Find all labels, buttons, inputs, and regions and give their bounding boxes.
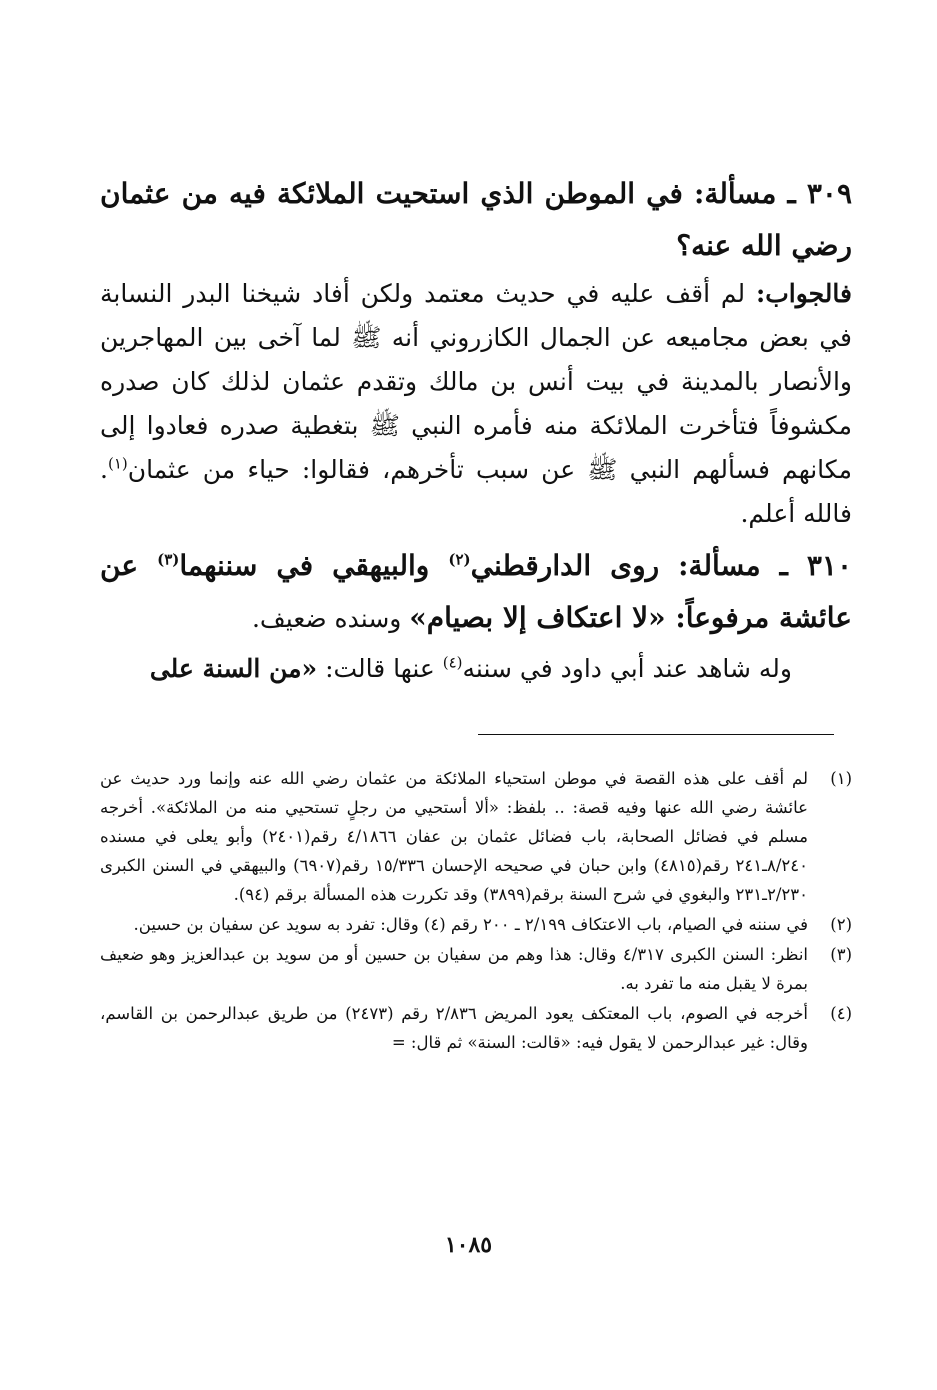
footnote-ref-3[interactable]: (٣) — [157, 550, 180, 569]
footnote-text: في سننه في الصيام، باب الاعتكاف ٢/١٩٩ ـ ٢٠٠ رقم (٤) وقال: تفرد به سويد عن سفيان بن حسين. — [133, 915, 808, 934]
witness-text-b: عنها قالت: — [317, 654, 443, 683]
footnote-ref-2[interactable]: (٢) — [448, 550, 471, 569]
issue-310-witness — [100, 647, 852, 691]
issue-310-text-a: روى الدارقطني — [470, 549, 660, 582]
page-number: ١٠٨٥ — [444, 1232, 493, 1258]
issue-310-text-b: والبيهقي في سننهما — [179, 549, 449, 582]
answer-label: فالجواب: — [756, 279, 852, 308]
footnote-text: لم أقف على هذه القصة في موطن استحياء الملائكة من عثمان رضي الله عنه وإنما ورد حديث عن عائشة رضي الله عنها وفيه قصة: .. بلفظ: «ألا أستحيي من رجلٍ تستحيي منه من الملائكة». أخرجه مسلم في فضائل الصحابة، باب فضائل عثمان بن عفان ٤/١٨٦٦ رقم(٢٤٠١) وأبو يعلى في مسنده ٨/٢٤٠ـ٢٤١ رقم(٤٨١٥) وابن حبان في صحيحه الإحسان ١٥/٣٣٦ رقم(٦٩٠٧) والبيهقي في السنن الكبرى ٢/٢٣٠ـ٢٣١ والبغوي في شرح السنة برقم(٣٨٩٩) وقد تكررت هذه المسألة برقم (٩٤). — [100, 769, 808, 904]
footnotes — [100, 764, 852, 1058]
answer-text: لم أقف عليه في حديث معتمد ولكن أفاد شيخنا البدر النسابة في بعض مجاميعه عن الجمال الكازروني أنه ﷺ لما آخى بين المهاجرين والأنصار بالمدينة في بيت أنس بن مالك وتقدم عثمان لذلك كان صدره مكشوفاً فتأخرت الملائكة منه فأمره النبي ﷺ بتغطية صدره فعادوا إلى مكانهم فسألهم النبي ﷺ عن سبب تأخرهم، فقالوا: حياء من عثمان — [100, 279, 852, 484]
issue-310-text-c: عن عائشة مرفوعاً: «لا اعتكاف إلا بصيام» — [100, 549, 852, 634]
footnote-text: أخرجه في الصوم، باب المعتكف يعود المريض ٢/٨٣٦ رقم (٢٤٧٣) من طريق عبدالرحمن بن القاسم، وقال: غير عبدالرحمن لا يقول فيه: «قالت: السنة» ثم قال: = — [100, 1004, 809, 1052]
main-text — [100, 168, 852, 691]
footnote-4 — [100, 999, 852, 1057]
footnote-number: (٢) — [830, 915, 852, 934]
issue-309-heading: ٣٠٩ ـ مسألة: في الموطن الذي استحيت الملائكة فيه من عثمان رضي الله عنه؟ — [100, 177, 852, 262]
footnote-number: (١) — [830, 769, 852, 788]
footnote-number: (٣) — [830, 945, 852, 964]
footnote-ref-4[interactable]: (٤) — [442, 653, 463, 672]
issue-310-text-d: وسنده ضعيف. — [251, 604, 410, 633]
witness-text-a: وله شاهد عند أبي داود في سننه — [462, 654, 792, 683]
issue-310-heading — [100, 540, 852, 645]
footnote-ref-1[interactable]: (١) — [107, 454, 128, 473]
footnote-divider — [478, 734, 834, 735]
witness-text-c: «من السنة على — [149, 654, 318, 683]
footnote-number: (٤) — [830, 1004, 852, 1023]
issue-310-number: ٣١٠ ـ مسألة: — [659, 549, 852, 582]
footnote-text: انظر: السنن الكبرى ٤/٣١٧ وقال: هذا وهم من سفيان بن حسين أو من سويد بن عبدالعزيز وهو ضعيف بمرة لا يقبل منه ما تفرد به. — [100, 945, 809, 993]
answer-end: . فالله أعلم. — [100, 455, 852, 528]
footnote-1 — [100, 764, 852, 909]
footnote-2 — [100, 910, 852, 939]
issue-309-answer — [100, 272, 852, 536]
footnote-3 — [100, 940, 852, 998]
